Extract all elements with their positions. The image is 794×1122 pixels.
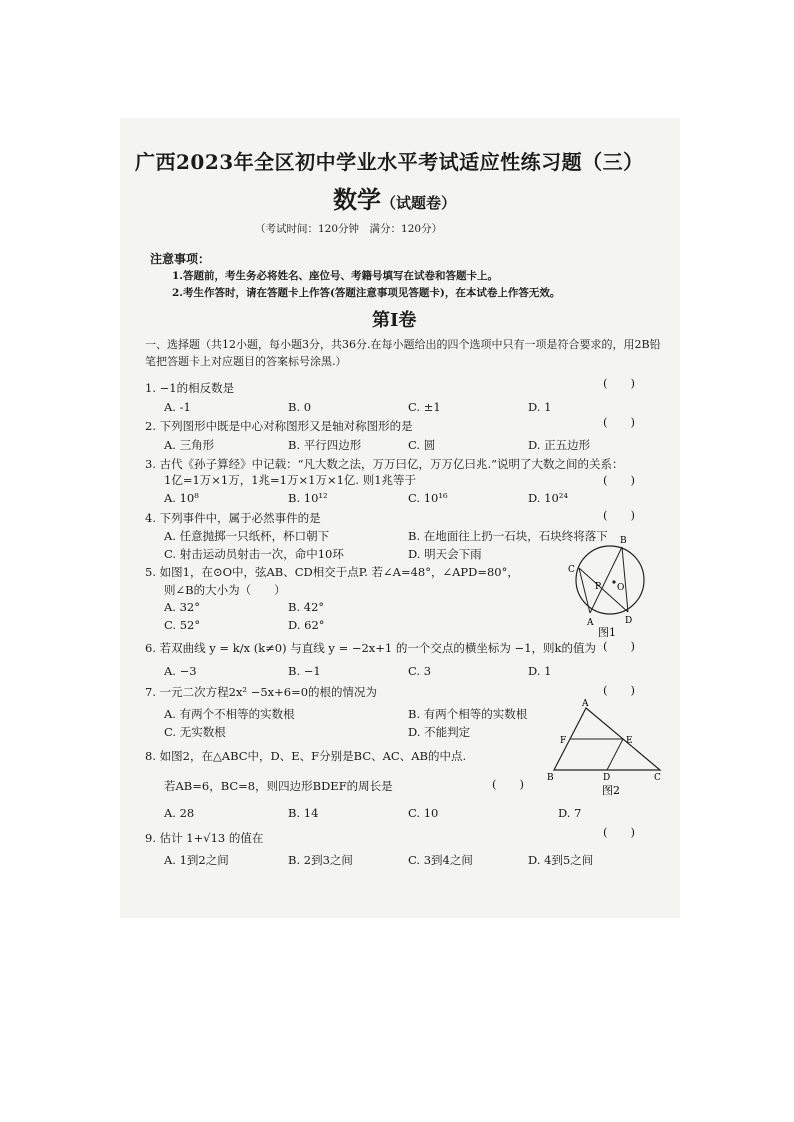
option: A. 1到2之间 — [164, 853, 229, 867]
question-stem: 5. 如图1，在⊙O中，弦AB、CD相交于点P. 若∠A=48°，∠APD=80°， — [145, 565, 519, 579]
volume-title: 第Ⅰ卷 — [372, 310, 417, 331]
option: A. 10⁸ — [164, 491, 199, 505]
answer-paren: ( ) — [603, 825, 635, 839]
note-item: 2.考生作答时，请在答题卡上作答(答题注意事项见答题卡)，在本试卷上作答无效。 — [172, 287, 561, 299]
fig2-point-f: F — [560, 736, 567, 746]
option: B. 平行四边形 — [288, 438, 362, 452]
fig1-caption: 图1 — [598, 626, 616, 637]
option: C. 无实数根 — [164, 725, 226, 739]
option: D. 不能判定 — [408, 725, 471, 739]
subject-subtitle: （试题卷） — [381, 194, 457, 212]
fig2-point-e: E — [626, 736, 633, 746]
option: A. 有两个不相等的实数根 — [164, 707, 295, 721]
option: B. 0 — [288, 400, 312, 414]
answer-paren: ( ) — [603, 376, 635, 390]
answer-paren: ( ) — [603, 683, 635, 697]
exam-meta: （考试时间：120分钟 满分：120分） — [255, 223, 443, 235]
option: B. −1 — [288, 664, 321, 678]
chord-ab — [590, 547, 625, 613]
question-stem-cont: 1亿=1万×1万，1兆=1万×1万×1亿. 则1兆等于 — [164, 473, 417, 487]
answer-paren: ( ) — [603, 639, 635, 653]
answer-paren: ( ) — [603, 473, 635, 487]
question-stem: 9. 估计 1+√13 的值在 — [145, 831, 264, 845]
fig2-caption: 图2 — [602, 784, 620, 797]
answer-paren: ( ) — [603, 415, 635, 429]
fig2-point-d: D — [603, 773, 611, 783]
option: B. 在地面往上扔一石块，石块终将落下 — [408, 529, 608, 543]
answer-paren: ( ) — [492, 777, 524, 791]
fig2-point-a: A — [582, 699, 589, 709]
subject-name: 数学 — [333, 185, 381, 214]
option: A. 32° — [164, 600, 200, 614]
fig1-point-a: A — [587, 618, 594, 628]
option: B. 有两个相等的实数根 — [408, 707, 528, 721]
fig2-point-b: B — [547, 773, 554, 783]
option: D. 1 — [528, 664, 552, 678]
option: D. 4到5之间 — [528, 853, 594, 867]
question-stem: 7. 一元二次方程2x² −5x+6=0的根的情况为 — [145, 685, 378, 699]
fig2-point-c: C — [654, 773, 661, 783]
notes-heading: 注意事项： — [150, 252, 211, 266]
note-item: 1.答题前，考生务必将姓名、座位号、考籍号填写在试卷和答题卡上。 — [172, 270, 498, 282]
question-stem: 1. −1的相反数是 — [145, 381, 235, 395]
option: B. 14 — [288, 806, 319, 820]
option: B. 42° — [288, 600, 325, 614]
section-heading: 一、选择题（共12小题，每小题3分，共36分.在每小题给出的四个选项中只有一项是符合要求的，用2B铅笔把答题卡上对应题目的答案标号涂黑.） — [145, 338, 661, 368]
question-stem: 2. 下列图形中既是中心对称图形又是轴对称图形的是 — [145, 419, 413, 433]
option: C. 圆 — [408, 438, 436, 452]
question-stem: 6. 若双曲线 y = k/x (k≠0) 与直线 y = −2x+1 的一个交点的横坐标为 −1，则k的值为 — [145, 641, 596, 655]
option: D. 正五边形 — [528, 438, 591, 452]
fig1-point-c: C — [568, 565, 575, 575]
option: B. 2到3之间 — [288, 853, 353, 867]
circle-o — [576, 546, 644, 614]
segment-bd — [622, 547, 628, 612]
subject-title — [333, 180, 456, 215]
option: D. 7 — [558, 806, 582, 820]
question-stem: 4. 下列事件中，属于必然事件的是 — [145, 511, 321, 525]
segment-ac — [579, 568, 590, 613]
question-stem-cont: 若AB=6，BC=8，则四边形BDEF的周长是 — [164, 779, 393, 793]
option: A. -1 — [164, 400, 191, 414]
figure-2 — [540, 698, 670, 798]
option: D. 62° — [288, 618, 325, 632]
option: A. 28 — [164, 806, 195, 820]
question-stem: 3. 古代《孙子算经》中记载：“凡大数之法，万万曰亿，万万亿曰兆.”说明了大数之间的关系： — [145, 457, 624, 471]
fig1-point-d: D — [625, 616, 633, 626]
option: C. 3 — [408, 664, 432, 678]
exam-title: 广西2023年全区初中学业水平考试适应性练习题（三） — [135, 150, 644, 174]
segment-ed — [607, 739, 623, 770]
option: B. 10¹² — [288, 491, 328, 505]
option: C. ±1 — [408, 400, 441, 414]
option: C. 3到4之间 — [408, 853, 473, 867]
center-dot — [612, 580, 615, 583]
option: C. 10¹⁶ — [408, 491, 448, 505]
option: A. 三角形 — [164, 438, 215, 452]
fig1-point-p: P — [595, 582, 602, 592]
question-stem: 8. 如图2，在△ABC中，D、E、F分别是BC、AC、AB的中点. — [145, 749, 467, 763]
option: C. 射击运动员射击一次，命中10环 — [164, 547, 344, 561]
fig1-point-o: O — [617, 583, 625, 593]
option: A. −3 — [164, 664, 197, 678]
option: D. 10²⁴ — [528, 491, 568, 505]
option: C. 52° — [164, 618, 201, 632]
option: A. 任意抛掷一只纸杯，杯口朝下 — [164, 529, 330, 543]
option: D. 明天会下雨 — [408, 547, 482, 561]
question-stem-cont: 则∠B的大小为（ ） — [164, 583, 286, 597]
figure-1 — [560, 532, 660, 637]
answer-paren: ( ) — [603, 508, 635, 522]
option: C. 10 — [408, 806, 439, 820]
option: D. 1 — [528, 400, 552, 414]
fig1-point-b: B — [620, 536, 627, 546]
